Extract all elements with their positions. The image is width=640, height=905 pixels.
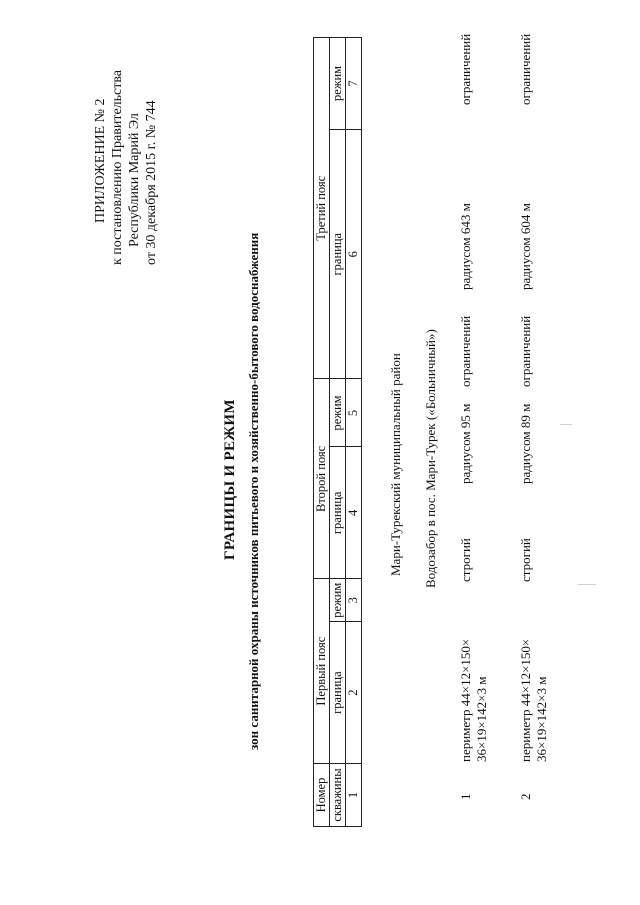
col-num-4: 4 xyxy=(346,447,362,579)
row-1-border-1 xyxy=(458,639,490,762)
col-num-7: 7 xyxy=(346,38,362,130)
header-well-number: Номер xyxy=(314,764,330,827)
row-2-number: 2 xyxy=(518,793,533,800)
row-2-border-1-line2: 36×19×142×3 м xyxy=(534,676,549,762)
header-table xyxy=(313,37,362,827)
row-1-border-1-line2: 36×19×142×3 м xyxy=(474,676,489,762)
header-border-3: граница xyxy=(330,129,346,379)
row-1-border-2: радиусом 95 м xyxy=(458,403,473,484)
row-1-border-3: радиусом 643 м xyxy=(458,203,473,290)
col-num-5: 5 xyxy=(346,379,362,447)
header-belt-3: Третий пояс xyxy=(314,38,330,379)
row-1-regime-2: ограничений xyxy=(458,315,473,387)
header-regime-2: режим xyxy=(330,379,346,447)
header-well-label: скважины xyxy=(330,764,346,827)
col-num-1: 1 xyxy=(346,764,362,827)
scan-mark xyxy=(578,584,596,585)
row-1-border-1-line1: периметр 44×12×150× xyxy=(458,638,473,762)
header-regime-3: режим xyxy=(330,38,346,130)
row-2-border-3: радиусом 604 м xyxy=(518,203,533,290)
row-2-regime-3: ограничений xyxy=(518,33,533,105)
header-border-2: граница xyxy=(330,447,346,579)
header-belt-1: Первый пояс xyxy=(314,579,330,764)
row-2-border-2: радиусом 89 м xyxy=(518,403,533,484)
row-2-regime-1: строгий xyxy=(518,538,533,582)
row-2-border-1 xyxy=(518,639,550,762)
appendix-title: ПРИЛОЖЕНИЕ № 2 xyxy=(93,98,108,223)
appendix-block xyxy=(92,70,160,265)
district-heading: Мари-Турекский муниципальный район xyxy=(388,353,403,576)
intake-heading: Водозабор в пос. Мари-Турек («Больничный») xyxy=(423,329,438,588)
row-1-number: 1 xyxy=(458,793,473,800)
col-num-3: 3 xyxy=(346,579,362,622)
row-1-regime-3: ограничений xyxy=(458,33,473,105)
appendix-date: от 30 декабря 2015 г. № 744 xyxy=(144,100,159,265)
document-subtitle: зон санитарной охраны источников питьевого и хозяйственно-бытового водоснабжения xyxy=(246,232,261,750)
row-1-regime-1: строгий xyxy=(458,538,473,582)
appendix-republic: Республики Марий Эл xyxy=(127,113,142,247)
scan-mark-2 xyxy=(560,424,572,425)
document-title: ГРАНИЦЫ И РЕЖИМ xyxy=(222,399,238,560)
header-regime-1: режим xyxy=(330,579,346,622)
col-num-6: 6 xyxy=(346,129,362,379)
header-border-1: граница xyxy=(330,622,346,764)
appendix-decree: к постановлению Правительства xyxy=(110,69,125,265)
row-2-border-1-line1: периметр 44×12×150× xyxy=(518,638,533,762)
col-num-2: 2 xyxy=(346,622,362,764)
row-2-regime-2: ограничений xyxy=(518,315,533,387)
header-belt-2: Второй пояс xyxy=(314,379,330,579)
